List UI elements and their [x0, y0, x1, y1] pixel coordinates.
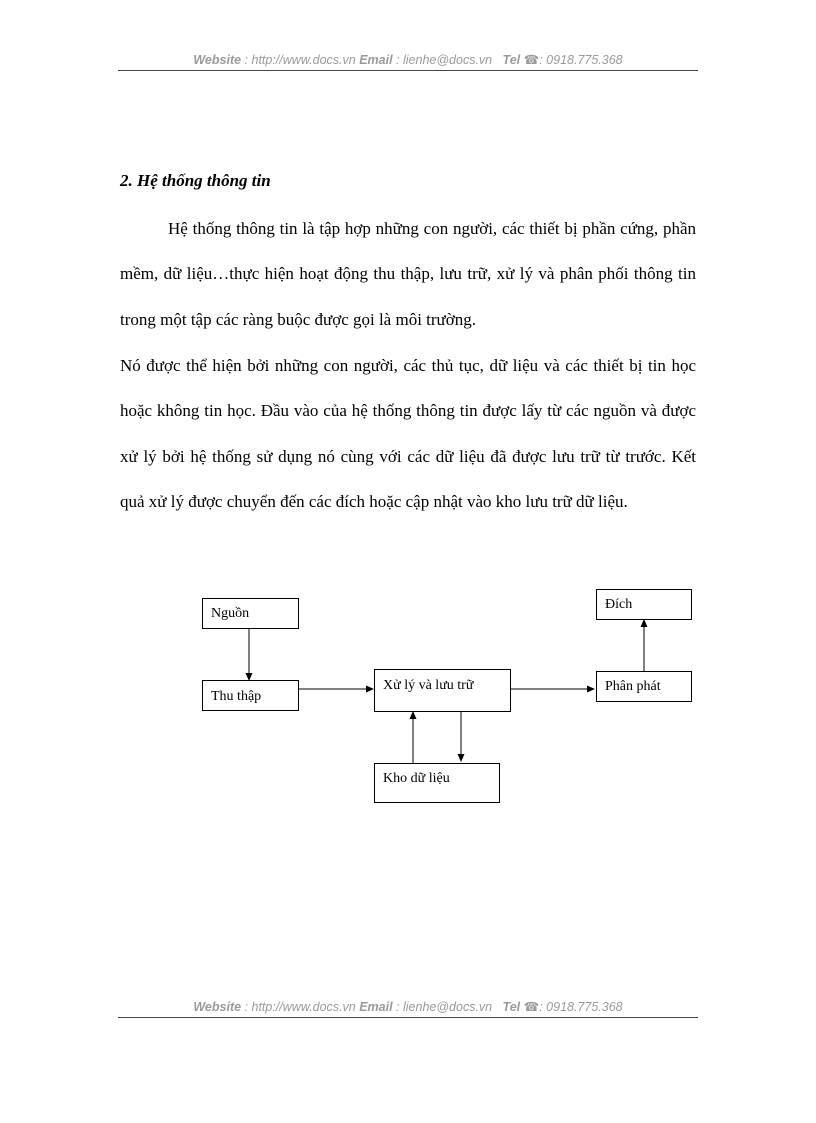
phone-icon: ☎ [523, 53, 540, 67]
footer-website-value: : http://www.docs.vn [244, 1000, 356, 1014]
box-process: Xử lý và lưu trữ [374, 669, 511, 712]
box-collect: Thu thập [202, 680, 299, 711]
phone-icon: ☎ [523, 1000, 540, 1014]
header-tel-value: : 0918.775.368 [539, 53, 623, 67]
paragraph-2: Nó được thể hiện bởi những con người, các thủ tục, dữ liệu và các thiết bị tin học hoặc không tin học. Đầu vào của hệ thống thông tin được lấy từ các nguồn và được xử lý bởi hệ thống sử dụng nó cùng với các dữ liệu đã được lưu trữ từ trước. Kết quả xử lý được chuyển đến các đích hoặc cập nhật vào kho lưu trữ dữ liệu. [120, 356, 696, 512]
page-header [118, 52, 698, 67]
header-website-value: : http://www.docs.vn [244, 53, 356, 67]
footer-tel-label: Tel [502, 1000, 521, 1014]
page-footer [118, 999, 698, 1014]
header-email-label: Email [359, 53, 393, 67]
box-distribute: Phân phát [596, 671, 692, 702]
footer-rule [118, 1017, 698, 1018]
header-website-label: Website [193, 53, 242, 67]
footer-website-label: Website [193, 1000, 242, 1014]
footer-tel-value: : 0918.775.368 [539, 1000, 623, 1014]
box-source: Nguồn [202, 598, 299, 629]
header-rule [118, 70, 698, 71]
footer-email-label: Email [359, 1000, 393, 1014]
footer-email-value: : lienhe@docs.vn [396, 1000, 493, 1014]
section-title: 2. Hệ thống thông tin [120, 171, 271, 190]
box-storage: Kho dữ liệu [374, 763, 500, 803]
header-email-value: : lienhe@docs.vn [396, 53, 493, 67]
paragraph-1: Hệ thống thông tin là tập hợp những con người, các thiết bị phần cứng, phần mềm, dữ liệu…thực hiện hoạt động thu thập, lưu trữ, xử lý và phân phối thông tin trong một tập các ràng buộc được gọi là môi trường. [120, 219, 696, 329]
box-destination: Đích [596, 589, 692, 620]
header-tel-label: Tel [502, 53, 521, 67]
